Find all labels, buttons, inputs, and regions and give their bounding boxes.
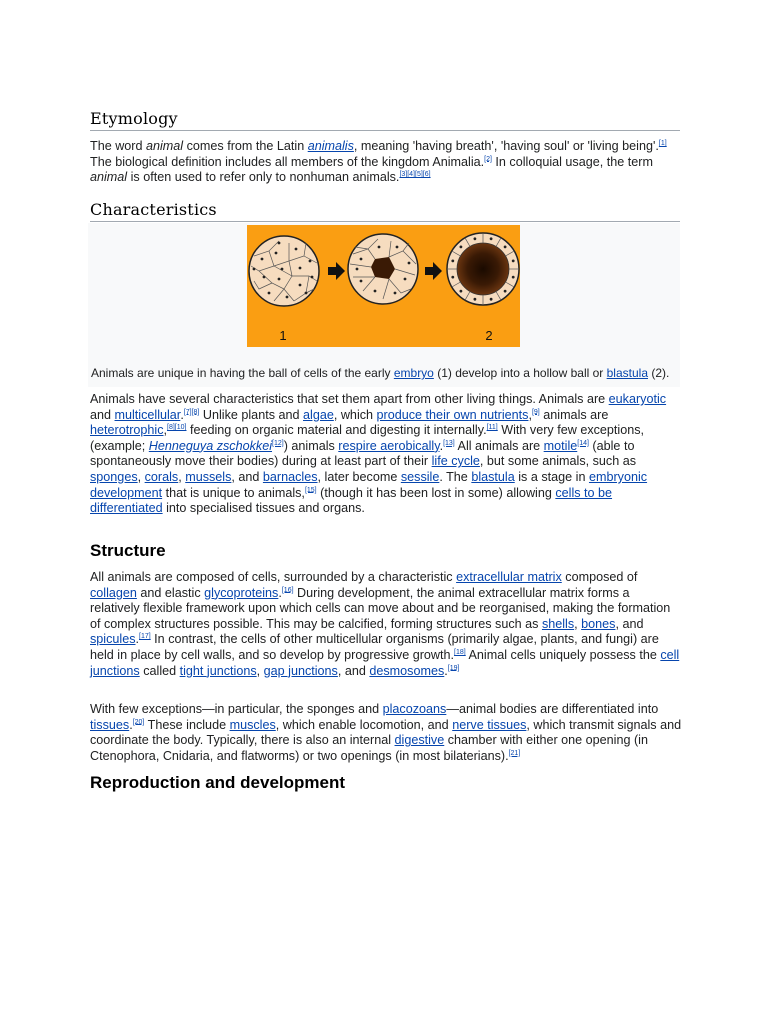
ref-20[interactable]: [20] bbox=[132, 718, 145, 726]
etymology-heading: Etymology bbox=[90, 109, 680, 131]
ref-9[interactable]: [9] bbox=[531, 408, 540, 416]
multicellular-link[interactable]: multicellular bbox=[114, 407, 181, 422]
motile-link[interactable]: motile bbox=[543, 438, 578, 453]
reproduction-heading: Reproduction and development bbox=[90, 773, 346, 792]
blastula-diagram[interactable] bbox=[247, 225, 520, 347]
ref-16[interactable]: [16] bbox=[281, 586, 294, 594]
barnacles-link[interactable]: barnacles bbox=[262, 469, 318, 484]
animalis-link[interactable]: animalis bbox=[307, 139, 354, 153]
tight-junctions-link[interactable]: tight junctions bbox=[179, 663, 257, 678]
ref-3-6[interactable]: [3][4][5][6] bbox=[399, 171, 431, 178]
nerve-tissues-link[interactable]: nerve tissues bbox=[452, 717, 527, 732]
cells-differentiated-link[interactable]: cells to be differentiated bbox=[90, 485, 613, 516]
structure-heading: Structure bbox=[90, 541, 166, 560]
blastula-figure bbox=[88, 223, 680, 387]
ref-2[interactable]: [2] bbox=[484, 155, 492, 163]
spicules-link[interactable]: spicules bbox=[90, 632, 136, 647]
collagen-link[interactable]: collagen bbox=[90, 585, 137, 600]
arrow-right-icon bbox=[328, 262, 345, 280]
glycoproteins-link[interactable]: glycoproteins bbox=[204, 585, 279, 600]
algae-link[interactable]: algae bbox=[303, 407, 334, 422]
embryonic-development-link[interactable]: embryonic development bbox=[90, 469, 648, 500]
ref-13[interactable]: [13] bbox=[443, 439, 455, 447]
ref-17[interactable]: [17] bbox=[139, 633, 151, 641]
shells-link[interactable]: shells bbox=[541, 616, 575, 631]
etymology-paragraph: The word animal comes from the Latin animalis, meaning 'having breath', 'having soul' or 'living being'.[1] The biological definition includes all members of the kingdom Animalia.[2] In colloquial usage, the term animal is often used to refer only to nonhuman animals.[3][4][5][6] bbox=[90, 139, 667, 185]
arrow-right-icon bbox=[425, 262, 442, 280]
ref-15[interactable]: [15] bbox=[304, 486, 317, 494]
embryo-link[interactable]: embryo bbox=[393, 366, 434, 380]
ref-7-8[interactable]: [7][8] bbox=[183, 408, 200, 416]
eukaryotic-link[interactable]: eukaryotic bbox=[608, 392, 667, 406]
ref-11[interactable]: [11] bbox=[486, 424, 498, 431]
ref-14[interactable]: [14] bbox=[577, 439, 589, 447]
characteristics-paragraph: Animals have several characteristics that set them apart from other living things. Animals are eukaryotic and multicellular.[7][8] Unlike plants and algae, which produce their own nutrients,[9] animals are heterotrophic,[8][10] feeding on organic material and digesting it internally.[11] With very few exceptions, (example; Henneguya zschokkei[12]) animals respire aerobically.[13] All animals are motile[14] (able to spontaneously move their bodies) during at least part of their life cycle, but some animals, such as sponges, corals, mussels, and barnacles, later become sessile. The blastula is a stage in embryonic development that is unique to animals,[15] (though it has been lost in some) allowing cells to be differentiated into specialised tissues and organs. bbox=[90, 392, 667, 516]
ref-18[interactable]: [18] bbox=[454, 648, 466, 656]
ref-12[interactable]: [12] bbox=[272, 439, 284, 447]
ref-21[interactable]: [21] bbox=[508, 749, 521, 757]
gap-junctions-link[interactable]: gap junctions bbox=[263, 663, 338, 678]
life-cycle-link[interactable]: life cycle bbox=[431, 454, 480, 469]
produce-nutrients-link[interactable]: produce their own nutrients bbox=[376, 407, 529, 422]
morula-stage bbox=[249, 236, 319, 306]
characteristics-heading: Characteristics bbox=[90, 200, 680, 222]
ref-8-10[interactable]: [8][10] bbox=[167, 424, 187, 431]
blastula-link[interactable]: blastula bbox=[471, 469, 515, 484]
desmosomes-link[interactable]: desmosomes bbox=[369, 663, 445, 678]
figure-caption: Animals are unique in having the ball of cells of the early embryo (1) develop into a hollow ball or blastula (2). bbox=[91, 366, 670, 380]
structure-paragraph-2: With few exceptions—in particular, the sponges and placozoans—animal bodies are differentiated into tissues.[20] These include muscles, which enable locomotion, and nerve tissues, which transmit signals and coordinate the body. Typically, there is also an internal digestive chamber with either one opening (in Ctenophora, Cnidaria, and flatworms) or two openings (in most bilaterians).[21] bbox=[90, 702, 682, 763]
extracellular-matrix-link[interactable]: extracellular matrix bbox=[456, 570, 562, 584]
ref-19[interactable]: [19] bbox=[447, 664, 460, 672]
early-blastula-stage bbox=[348, 234, 418, 304]
respire-aerobically-link[interactable]: respire aerobically bbox=[338, 438, 440, 453]
stage-label-1: 1 bbox=[279, 328, 287, 343]
blastula-caption-link[interactable]: blastula bbox=[606, 366, 648, 380]
corals-link[interactable]: corals bbox=[144, 469, 179, 484]
stage-label-2: 2 bbox=[485, 328, 493, 343]
ref-1[interactable]: [1] bbox=[658, 139, 667, 147]
heterotrophic-link[interactable]: heterotrophic bbox=[90, 423, 164, 438]
placozoans-link[interactable]: placozoans bbox=[382, 702, 447, 716]
blastula-illustration bbox=[247, 225, 520, 347]
sessile-link[interactable]: sessile bbox=[400, 469, 440, 484]
henneguya-link[interactable]: Henneguya zschokkei bbox=[148, 438, 273, 453]
blastula-stage bbox=[447, 233, 519, 305]
structure-paragraph-1: All animals are composed of cells, surrounded by a characteristic extracellular matrix composed of collagen and elastic glycoproteins.[16] During development, the animal extracellular matrix forms a relatively flexible framework upon which cells can move about and be reorganised, making the formation of complex structures possible. This may be calcified, forming structures such as shells, bones, and spicules.[17] In contrast, the cells of other multicellular organisms (primarily algae, plants, and fungi) are held in place by cell walls, and so develop by progressive growth.[18] Animal cells uniquely possess the cell junctions called tight junctions, gap junctions, and desmosomes.[19] bbox=[90, 570, 680, 678]
muscles-link[interactable]: muscles bbox=[229, 717, 276, 732]
digestive-link[interactable]: digestive bbox=[394, 733, 445, 748]
mussels-link[interactable]: mussels bbox=[185, 469, 232, 484]
sponges-link[interactable]: sponges bbox=[90, 469, 138, 484]
cell-junctions-link[interactable]: cell junctions bbox=[90, 647, 680, 678]
tissues-link[interactable]: tissues bbox=[90, 717, 130, 732]
bones-link[interactable]: bones bbox=[581, 616, 616, 631]
